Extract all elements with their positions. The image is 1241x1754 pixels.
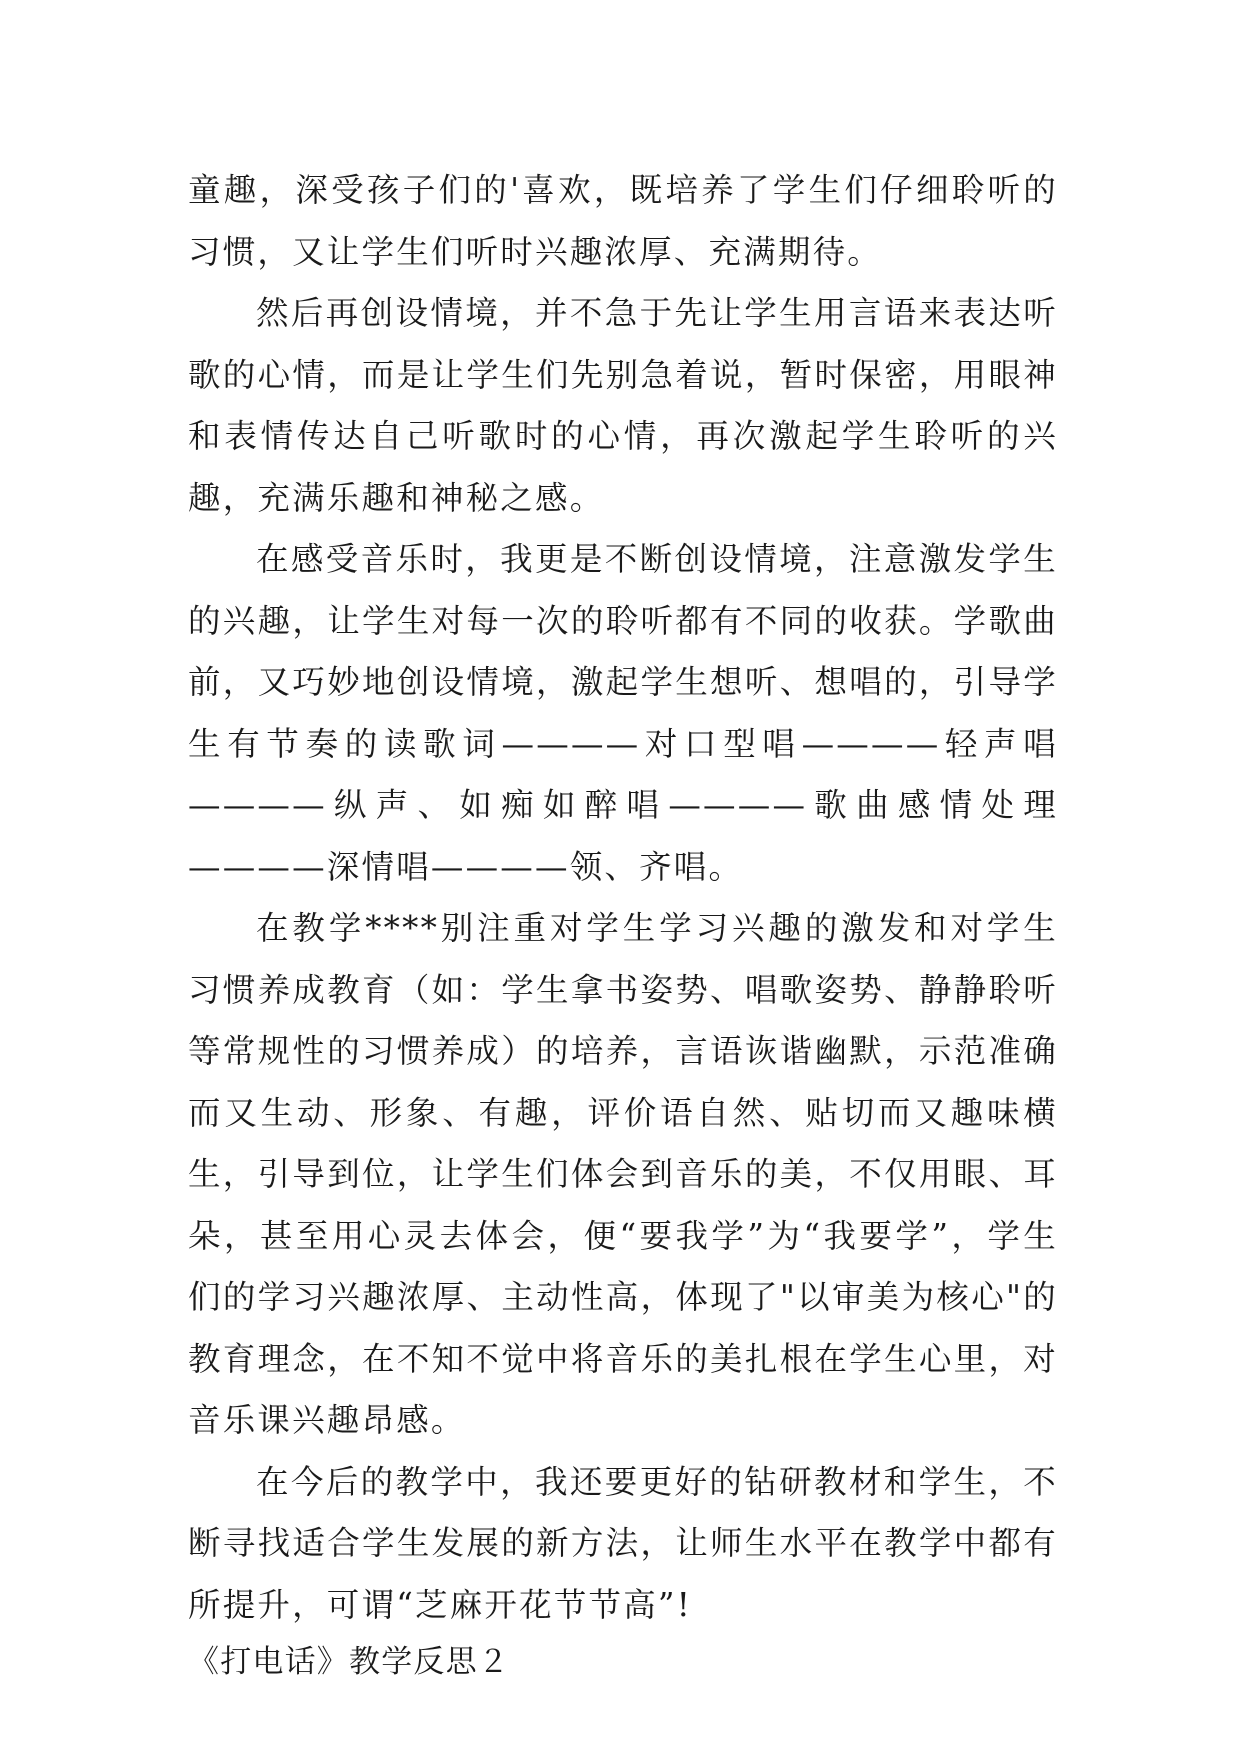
paragraph-music-feeling: 在感受音乐时，我更是不断创设情境，注意激发学生的兴趣，让学生对每一次的聆听都有不同的收获。学歌曲前，又巧妙地创设情境，激起学生想听、想唱的，引导学生有节奏的读歌词————对口型唱————轻声唱————纵声、如痴如醉唱————歌曲感情处理————深情唱————领、齐唱。 — [188, 540, 1058, 886]
paragraph-future: 在今后的教学中，我还要更好的钻研教材和学生，不断寻找适合学生发展的新方法，让师生水平在教学中都有所提升，可谓“芝麻开花节节高”! — [188, 1462, 1058, 1624]
paragraph-situation: 然后再创设情境，并不急于先让学生用言语来表达听歌的心情，而是让学生们先别急着说，暂时保密，用眼神和表情传达自己听歌时的心情，再次激起学生聆听的兴趣，充满乐趣和神秘之感。 — [188, 294, 1058, 517]
paragraph-teaching: 在教学****别注重对学生学习兴趣的激发和对学生习惯养成教育（如：学生拿书姿势、唱歌姿势、静静聆听等常规性的习惯养成）的培养，言语诙谐幽默，示范准确而又生动、形象、有趣，评价语自然、贴切而又趣味横生，引导到位，让学生们体会到音乐的美，不仅用眼、耳朵，甚至用心灵去体会，便“要我学”为“我要学”，学生们的学习兴趣浓厚、主动性高，体现了"以审美为核心"的教育理念，在不知不觉中将音乐的美扎根在学生心里，对音乐课兴趣昂感。 — [188, 909, 1058, 1439]
document-body — [188, 160, 1058, 1688]
section-title: 《打电话》教学反思２ — [188, 1644, 510, 1680]
paragraph-continuation: 童趣，深受孩子们的'喜欢，既培养了学生们仔细聆听的习惯，又让学生们听时兴趣浓厚、充满期待。 — [188, 171, 1058, 271]
